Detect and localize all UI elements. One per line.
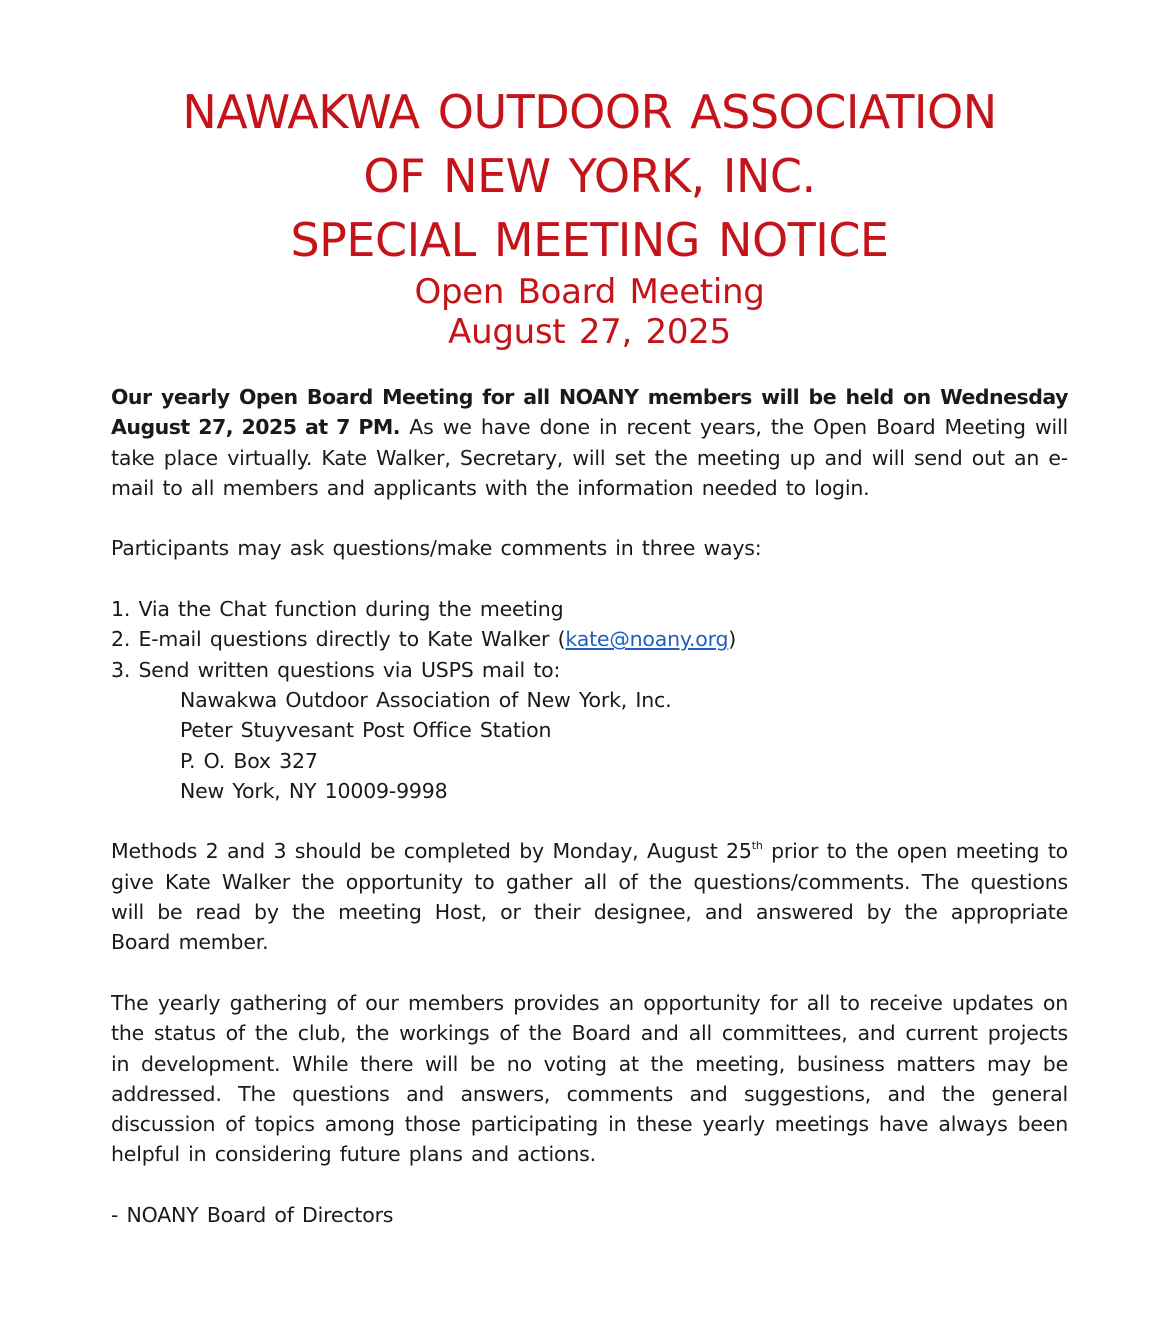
secretary-email-link[interactable]: kate@noany.org <box>565 627 729 652</box>
deadline-text-before: Methods 2 and 3 should be completed by Monday, August 25 <box>111 839 752 864</box>
gathering-paragraph: The yearly gathering of our members provides an opportunity for all to receive updates on the status of the club, the workings of the Board and all committees, and current projects in development. While there will be no voting at the meeting, business matters may be addressed. The questions and answers, comments and suggestions, and the general discussion of topics among those participating in these yearly meetings have always been helpful in considering future plans and actions. <box>111 990 1068 1167</box>
intro-rest-text: As we have done in recent years, the Open Board Meeting will take place virtually. Kate Walker, Secretary, will set the meeting up and will send out an e-mail to all members and applicants with the information needed to login. <box>111 415 1069 500</box>
methods-list <box>111 594 1068 806</box>
intro-paragraph <box>111 382 1068 503</box>
intro-bold-text: Our yearly Open Board Meeting for all NOANY members will be held on Wednesday August 27, 2025 at 7 PM. <box>111 385 1068 440</box>
spacer <box>111 806 1068 836</box>
participants-intro: Participants may ask questions/make comments in three ways: <box>111 536 762 561</box>
meeting-date: August 27, 2025 <box>448 312 731 352</box>
notice-body <box>111 382 1068 1230</box>
method-item-email <box>111 624 1068 654</box>
notice-header <box>111 80 1068 352</box>
deadline-superscript: th <box>751 839 763 853</box>
deadline-paragraph <box>111 836 1068 957</box>
address-line-po-box: P. O. Box 327 <box>180 748 318 773</box>
title-line-organization: NAWAKWA OUTDOOR ASSOCIATION <box>182 85 997 139</box>
title-line-notice: SPECIAL MEETING NOTICE <box>290 213 889 267</box>
signature: - NOANY Board of Directors <box>111 1203 394 1228</box>
mailing-address <box>111 685 1068 806</box>
method-email-suffix: ) <box>728 627 737 652</box>
meeting-subtitle: Open Board Meeting <box>414 272 765 312</box>
notice-document <box>111 80 1068 1230</box>
title-line-organization-cont: OF NEW YORK, INC. <box>363 149 816 203</box>
spacer <box>111 503 1068 533</box>
address-line-city: New York, NY 10009-9998 <box>180 778 448 803</box>
spacer <box>111 1170 1068 1200</box>
address-line-station: Peter Stuyvesant Post Office Station <box>180 718 552 743</box>
spacer <box>111 564 1068 594</box>
method-item-chat: 1. Via the Chat function during the meeting <box>111 597 564 622</box>
spacer <box>111 958 1068 988</box>
method-email-prefix: 2. E-mail questions directly to Kate Walker ( <box>111 627 566 652</box>
method-item-mail: 3. Send written questions via USPS mail to: <box>111 657 561 682</box>
address-line-organization: Nawakwa Outdoor Association of New York, Inc. <box>180 687 672 712</box>
deadline-text-after: prior to the open meeting to give Kate Walker the opportunity to gather all of the questions/comments. The questions will be read by the meeting Host, or their designee, and answered by the appropriate Board member. <box>111 839 1068 955</box>
